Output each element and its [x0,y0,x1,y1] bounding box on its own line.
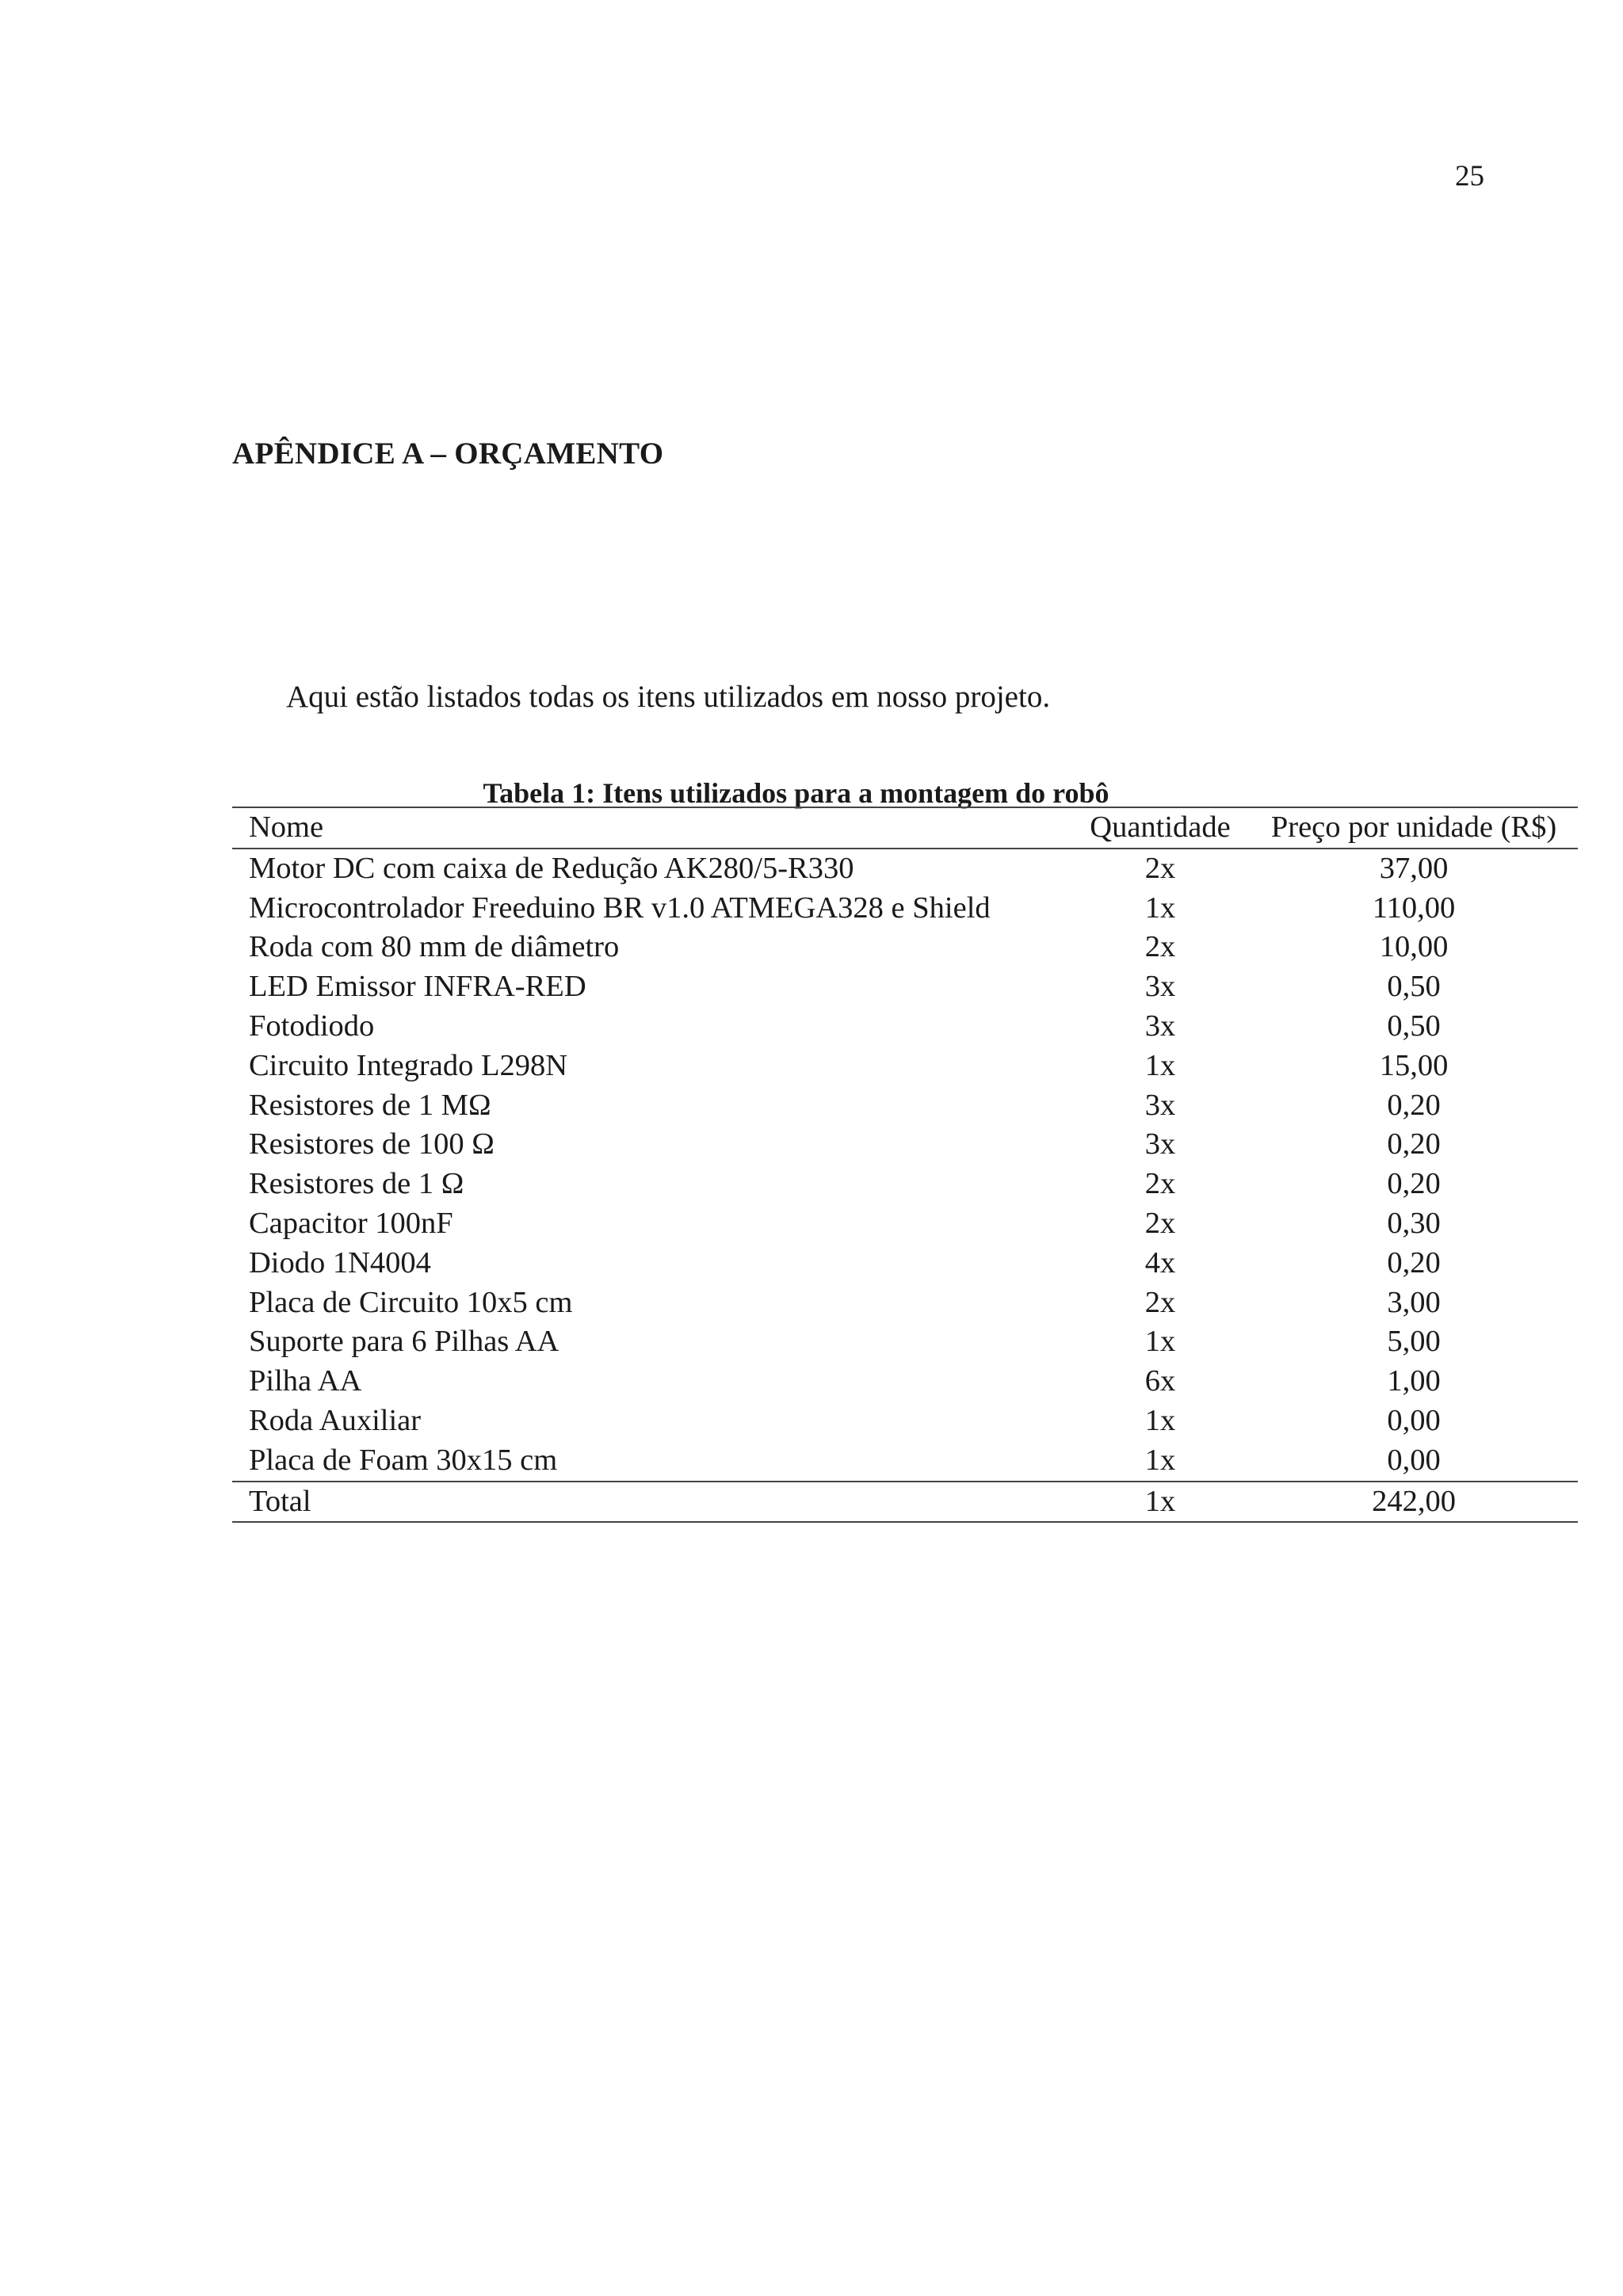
cell-quantity: 2x [1144,1206,1176,1240]
cell-quantity: 2x [1144,851,1176,885]
table-row [232,1244,1578,1283]
cell-quantity: 3x [1144,970,1176,1004]
cell-name: Diodo 1N4004 [249,1245,431,1280]
cell-quantity: 3x [1144,1009,1176,1043]
table-row [232,1007,1578,1047]
cell-name: Fotodiodo [249,1009,375,1043]
total-row [232,1482,1578,1523]
header-quantity: Quantidade [1090,810,1231,844]
header-price: Preço por unidade (R$) [1270,810,1557,844]
table-row [232,889,1578,929]
cell-quantity: 1x [1144,1443,1176,1477]
table-body [232,849,1578,1482]
cell-name: Circuito Integrado L298N [249,1048,568,1082]
cell-price: 15,00 [1379,1048,1449,1082]
cell-name: Placa de Circuito 10x5 cm [249,1285,573,1319]
cell-name: Resistores de 1 MΩ [249,1088,491,1122]
table-caption-text: Tabela 1: Itens utilizados para a montagem do robô [483,777,1109,809]
cell-price: 0,30 [1387,1206,1441,1240]
cell-quantity: 2x [1144,1167,1176,1201]
table-caption [232,776,1578,810]
cell-quantity: 1x [1144,891,1176,925]
cell-price: 0,20 [1387,1167,1441,1201]
cell-price: 10,00 [1379,930,1449,964]
cell-price: 0,50 [1387,1009,1441,1043]
total-price: 242,00 [1372,1484,1456,1518]
table-row [232,1047,1578,1086]
table-row [232,1322,1578,1362]
cell-quantity: 1x [1144,1403,1176,1437]
cell-name: Capacitor 100nF [249,1206,453,1240]
table-row [232,928,1578,967]
cell-quantity: 3x [1144,1088,1176,1122]
cell-name: Roda Auxiliar [249,1403,422,1437]
cell-quantity: 1x [1144,1325,1176,1359]
cell-quantity: 3x [1144,1127,1176,1161]
cell-price: 110,00 [1372,891,1456,925]
table-row [232,1165,1578,1204]
cell-name: Resistores de 100 Ω [249,1127,495,1161]
cell-price: 0,00 [1387,1403,1441,1437]
budget-table [232,807,1578,1523]
cell-price: 0,20 [1387,1088,1441,1122]
cell-quantity: 2x [1144,930,1176,964]
table-row [232,1204,1578,1244]
table-row [232,1283,1578,1323]
table-row [232,849,1578,889]
cell-price: 0,00 [1387,1443,1441,1477]
section-heading: APÊNDICE A – ORÇAMENTO [232,437,664,471]
cell-price: 5,00 [1387,1325,1441,1359]
table-row [232,1362,1578,1402]
cell-price: 3,00 [1387,1285,1441,1319]
cell-quantity: 6x [1144,1364,1176,1398]
cell-price: 1,00 [1387,1364,1441,1398]
cell-quantity: 2x [1144,1285,1176,1319]
cell-name: LED Emissor INFRA-RED [249,970,586,1004]
table-header [232,807,1578,849]
table-row [232,1402,1578,1441]
total-quantity: 1x [1144,1484,1176,1518]
cell-price: 0,20 [1387,1245,1441,1280]
cell-price: 0,50 [1387,970,1441,1004]
table-header-row [232,807,1578,849]
cell-price: 37,00 [1379,851,1449,885]
cell-price: 0,20 [1387,1127,1441,1161]
cell-name: Microcontrolador Freeduino BR v1.0 ATMEGA328 e Shield [249,891,991,925]
header-name: Nome [249,810,324,844]
cell-name: Suporte para 6 Pilhas AA [249,1325,559,1359]
page-number: 25 [1455,160,1484,193]
cell-name: Roda com 80 mm de diâmetro [249,930,620,964]
table-row [232,967,1578,1007]
table-row [232,1086,1578,1126]
table-row [232,1441,1578,1482]
cell-quantity: 1x [1144,1048,1176,1082]
table-row [232,1125,1578,1165]
table-footer [232,1482,1578,1523]
cell-name: Placa de Foam 30x15 cm [249,1443,558,1477]
total-label: Total [249,1484,311,1518]
cell-name: Pilha AA [249,1364,362,1398]
cell-name: Motor DC com caixa de Redução AK280/5-R330 [249,851,854,885]
intro-paragraph: Aqui estão listados todas os itens utilizados em nosso projeto. [286,680,1051,714]
cell-quantity: 4x [1144,1245,1176,1280]
cell-name: Resistores de 1 Ω [249,1167,464,1201]
